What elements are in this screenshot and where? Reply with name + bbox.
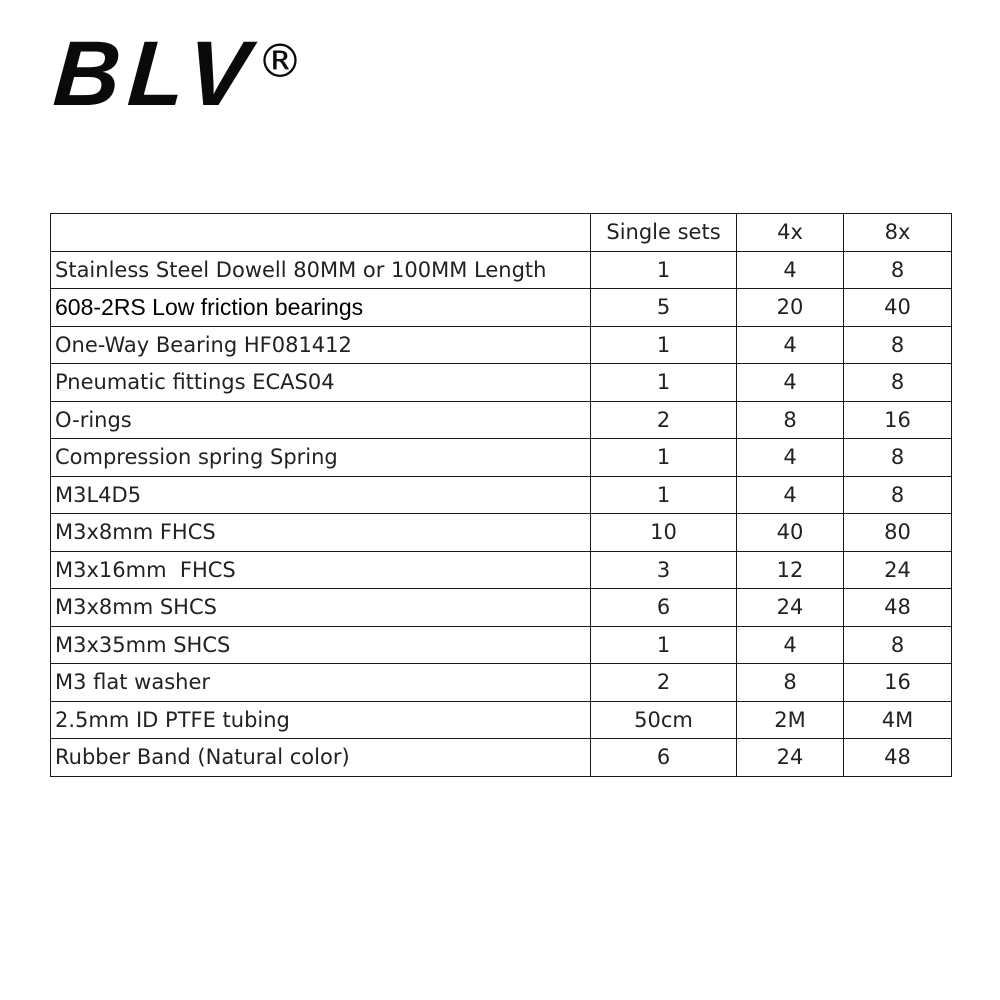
table-row — [51, 401, 952, 439]
qty-4x: 8 — [737, 401, 844, 439]
parts-table — [50, 213, 952, 777]
qty-8x: 48 — [844, 739, 952, 777]
table-row — [51, 739, 952, 777]
qty-4x: 4 — [737, 476, 844, 514]
qty-8x: 4M — [844, 701, 952, 739]
item-name: O-rings — [51, 401, 591, 439]
header-row — [51, 214, 952, 252]
table-row — [51, 664, 952, 702]
item-name: 608-2RS Low friction bearings — [51, 289, 591, 327]
item-name: M3L4D5 — [51, 476, 591, 514]
qty-single: 5 — [591, 289, 737, 327]
qty-4x: 20 — [737, 289, 844, 327]
item-name: M3x8mm FHCS — [51, 514, 591, 552]
table-row — [51, 289, 952, 327]
qty-4x: 4 — [737, 251, 844, 289]
qty-single: 3 — [591, 551, 737, 589]
table-row — [51, 589, 952, 627]
qty-single: 50cm — [591, 701, 737, 739]
qty-8x: 16 — [844, 664, 952, 702]
qty-single: 6 — [591, 739, 737, 777]
qty-8x: 8 — [844, 626, 952, 664]
header-single-sets: Single sets — [591, 214, 737, 252]
table-row — [51, 626, 952, 664]
qty-single: 2 — [591, 401, 737, 439]
item-name: Stainless Steel Dowell 80MM or 100MM Length — [51, 251, 591, 289]
registered-mark: ® — [256, 34, 303, 88]
qty-4x: 4 — [737, 364, 844, 402]
qty-single: 1 — [591, 626, 737, 664]
brand-logo — [50, 23, 303, 125]
qty-8x: 8 — [844, 251, 952, 289]
qty-8x: 8 — [844, 364, 952, 402]
qty-8x: 40 — [844, 289, 952, 327]
qty-single: 1 — [591, 364, 737, 402]
qty-single: 1 — [591, 251, 737, 289]
qty-8x: 80 — [844, 514, 952, 552]
item-name: M3x16mm FHCS — [51, 551, 591, 589]
table-row — [51, 326, 952, 364]
table-row — [51, 514, 952, 552]
qty-8x: 16 — [844, 401, 952, 439]
table-row — [51, 701, 952, 739]
qty-single: 10 — [591, 514, 737, 552]
qty-4x: 8 — [737, 664, 844, 702]
table-row — [51, 251, 952, 289]
header-8x: 8x — [844, 214, 952, 252]
qty-8x: 8 — [844, 439, 952, 477]
item-name: M3x35mm SHCS — [51, 626, 591, 664]
item-name: Rubber Band (Natural color) — [51, 739, 591, 777]
table-row — [51, 364, 952, 402]
item-name: M3x8mm SHCS — [51, 589, 591, 627]
qty-single: 6 — [591, 589, 737, 627]
item-name: 2.5mm ID PTFE tubing — [51, 701, 591, 739]
qty-single: 1 — [591, 476, 737, 514]
item-name: One-Way Bearing HF081412 — [51, 326, 591, 364]
qty-4x: 2M — [737, 701, 844, 739]
item-name: M3 flat washer — [51, 664, 591, 702]
header-4x: 4x — [737, 214, 844, 252]
qty-8x: 24 — [844, 551, 952, 589]
qty-4x: 24 — [737, 739, 844, 777]
qty-4x: 12 — [737, 551, 844, 589]
qty-4x: 4 — [737, 626, 844, 664]
table-row — [51, 439, 952, 477]
header-item — [51, 214, 591, 252]
brand-name: BLV — [50, 23, 261, 125]
qty-4x: 4 — [737, 439, 844, 477]
qty-8x: 48 — [844, 589, 952, 627]
qty-single: 1 — [591, 326, 737, 364]
item-name: Pneumatic fittings ECAS04 — [51, 364, 591, 402]
qty-4x: 24 — [737, 589, 844, 627]
table-row — [51, 551, 952, 589]
qty-single: 1 — [591, 439, 737, 477]
item-name: Compression spring Spring — [51, 439, 591, 477]
qty-8x: 8 — [844, 476, 952, 514]
qty-4x: 40 — [737, 514, 844, 552]
qty-single: 2 — [591, 664, 737, 702]
table-row — [51, 476, 952, 514]
qty-8x: 8 — [844, 326, 952, 364]
qty-4x: 4 — [737, 326, 844, 364]
